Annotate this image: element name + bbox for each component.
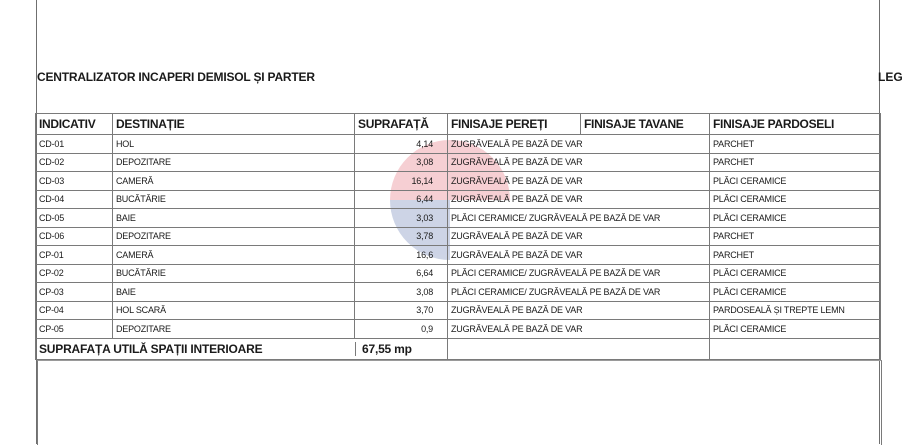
cell-indicativ: CP-02 (36, 264, 113, 283)
cell-finisaje-pereti-tavane: ZUGRĂVEALĂ PE BAZĂ DE VAR (448, 301, 710, 320)
header-finisaje-pereti: FINISAJE PEREȚI (448, 114, 581, 135)
total-label: SUPRAFAȚA UTILĂ SPAȚII INTERIOARE (36, 342, 356, 356)
table-row (36, 301, 881, 320)
cell-destinatie: CAMERĂ (113, 246, 355, 265)
cell-suprafata: 3,78 (355, 227, 448, 246)
cell-indicativ: CD-06 (36, 227, 113, 246)
table-row (36, 283, 881, 302)
cell-finisaje-pereti-tavane: ZUGRĂVEALĂ PE BAZĂ DE VAR (448, 246, 710, 265)
cell-finisaje-pereti-tavane: PLĂCI CERAMICE/ ZUGRĂVEALĂ PE BAZĂ DE VAR (448, 283, 710, 302)
cell-suprafata: 3,03 (355, 209, 448, 228)
table-row (36, 190, 881, 209)
cell-finisaje-pereti-tavane: ZUGRĂVEALĂ PE BAZĂ DE VAR (448, 135, 710, 154)
cell-destinatie: DEPOZITARE (113, 227, 355, 246)
table-row (36, 320, 881, 339)
cell-finisaje-pereti-tavane: ZUGRĂVEALĂ PE BAZĂ DE VAR (448, 190, 710, 209)
cell-suprafata: 6,44 (355, 190, 448, 209)
rooms-table (35, 113, 881, 360)
cell-indicativ: CD-04 (36, 190, 113, 209)
cell-destinatie: DEPOZITARE (113, 153, 355, 172)
total-row (36, 338, 881, 359)
cell-suprafata: 6,64 (355, 264, 448, 283)
header-destinatie: DESTINAȚIE (113, 114, 355, 135)
cell-finisaje-pardoseli: PLĂCI CERAMICE (710, 283, 881, 302)
cell-indicativ: CD-01 (36, 135, 113, 154)
table-row (36, 209, 881, 228)
cell-finisaje-pereti-tavane: ZUGRĂVEALĂ PE BAZĂ DE VAR (448, 172, 710, 191)
cell-indicativ: CD-05 (36, 209, 113, 228)
cell-suprafata: 3,08 (355, 153, 448, 172)
cell-suprafata: 3,08 (355, 283, 448, 302)
cell-finisaje-pardoseli: PARCHET (710, 246, 881, 265)
cell-finisaje-pardoseli: PLĂCI CERAMICE (710, 264, 881, 283)
document-title: CENTRALIZATOR INCAPERI DEMISOL ȘI PARTER (37, 70, 315, 84)
table-row (36, 172, 881, 191)
cell-finisaje-pereti-tavane: PLĂCI CERAMICE/ ZUGRĂVEALĂ PE BAZĂ DE VAR (448, 209, 710, 228)
cell-suprafata: 16,14 (355, 172, 448, 191)
table-header-row (36, 114, 881, 135)
cell-finisaje-pereti-tavane: ZUGRĂVEALĂ PE BAZĂ DE VAR (448, 153, 710, 172)
table-row (36, 264, 881, 283)
header-finisaje-pardoseli: FINISAJE PARDOSELI (710, 114, 881, 135)
cell-finisaje-pardoseli: PLĂCI CERAMICE (710, 320, 881, 339)
cell-suprafata: 4,14 (355, 135, 448, 154)
total-empty-cell (710, 338, 881, 359)
cell-suprafata: 16,6 (355, 246, 448, 265)
cell-finisaje-pereti-tavane: PLĂCI CERAMICE/ ZUGRĂVEALĂ PE BAZĂ DE VAR (448, 264, 710, 283)
cell-finisaje-pardoseli: PARCHET (710, 227, 881, 246)
cell-finisaje-pardoseli: PLĂCI CERAMICE (710, 172, 881, 191)
header-suprafata: SUPRAFAȚĂ (355, 114, 448, 135)
cell-finisaje-pardoseli: PARCHET (710, 135, 881, 154)
cell-finisaje-pardoseli: PARDOSEALĂ ȘI TREPTE LEMN (710, 301, 881, 320)
legend-title-fragment: LEG (878, 70, 903, 84)
cell-suprafata: 3,70 (355, 301, 448, 320)
table-row (36, 135, 881, 154)
table-row (36, 246, 881, 265)
total-label-cell (36, 338, 448, 359)
cell-destinatie: DEPOZITARE (113, 320, 355, 339)
total-value: 67,55 mp (362, 341, 412, 356)
cell-destinatie: BAIE (113, 209, 355, 228)
cell-finisaje-pereti-tavane: ZUGRĂVEALĂ PE BAZĂ DE VAR (448, 227, 710, 246)
cell-indicativ: CP-04 (36, 301, 113, 320)
cell-destinatie: BAIE (113, 283, 355, 302)
lower-empty-frame (37, 360, 882, 445)
cell-suprafata: 0,9 (355, 320, 448, 339)
cell-finisaje-pardoseli: PLĂCI CERAMICE (710, 190, 881, 209)
total-empty-cell (448, 338, 710, 359)
cell-indicativ: CP-03 (36, 283, 113, 302)
table-row (36, 227, 881, 246)
cell-destinatie: HOL SCARĂ (113, 301, 355, 320)
cell-destinatie: BUCĂTĂRIE (113, 190, 355, 209)
cell-indicativ: CD-02 (36, 153, 113, 172)
cell-indicativ: CP-05 (36, 320, 113, 339)
table-row (36, 153, 881, 172)
cell-finisaje-pardoseli: PARCHET (710, 153, 881, 172)
cell-destinatie: CAMERĂ (113, 172, 355, 191)
header-finisaje-tavane: FINISAJE TAVANE (581, 114, 710, 135)
cell-indicativ: CD-03 (36, 172, 113, 191)
cell-finisaje-pereti-tavane: ZUGRĂVEALĂ PE BAZĂ DE VAR (448, 320, 710, 339)
header-indicativ: INDICATIV (36, 114, 113, 135)
cell-indicativ: CP-01 (36, 246, 113, 265)
cell-destinatie: BUCĂTĂRIE (113, 264, 355, 283)
cell-finisaje-pardoseli: PLĂCI CERAMICE (710, 209, 881, 228)
cell-destinatie: HOL (113, 135, 355, 154)
